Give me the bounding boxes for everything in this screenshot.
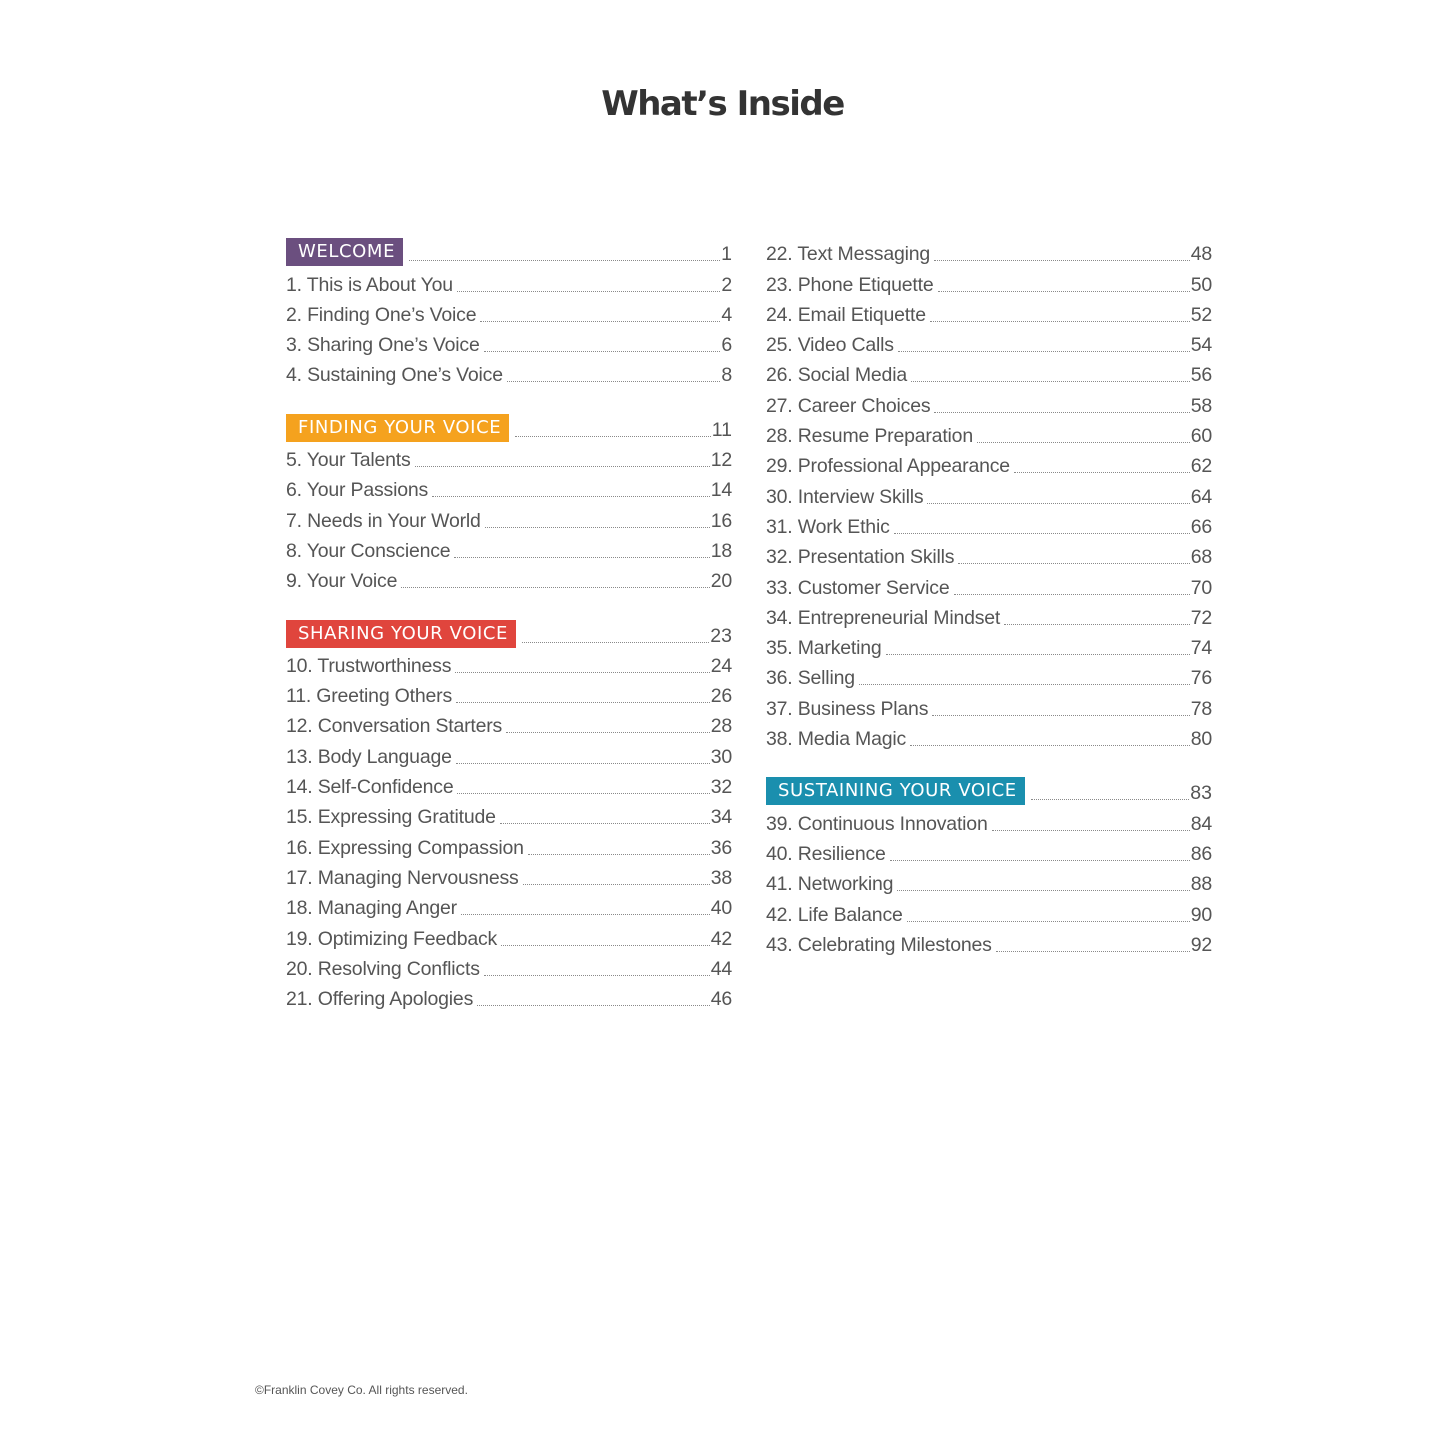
toc-entry[interactable] <box>286 533 732 563</box>
entry-label: 43. Celebrating Milestones <box>766 933 992 956</box>
toc-entry[interactable] <box>286 563 732 593</box>
dot-leader <box>401 587 709 588</box>
section-badge: FINDING YOUR VOICE <box>286 414 509 442</box>
toc-entry[interactable] <box>766 327 1212 357</box>
dot-leader <box>455 672 709 673</box>
page-number: 74 <box>1190 637 1212 660</box>
dot-leader <box>911 381 1190 382</box>
entry-label: 13. Body Language <box>286 745 452 768</box>
toc-entry[interactable] <box>286 678 732 708</box>
toc-entry[interactable] <box>766 266 1212 296</box>
page-number: 66 <box>1190 515 1212 538</box>
dot-leader <box>1014 472 1190 473</box>
toc-entry[interactable] <box>766 418 1212 448</box>
page-title: What’s Inside <box>601 84 844 124</box>
page-number: 52 <box>1190 303 1212 326</box>
dot-leader <box>977 442 1190 443</box>
dot-leader <box>523 884 710 885</box>
toc-entry[interactable] <box>766 927 1212 957</box>
page-number: 58 <box>1190 394 1212 417</box>
section-gap <box>766 751 1212 775</box>
toc-column-right <box>766 236 1212 957</box>
entry-label: 27. Career Choices <box>766 394 931 417</box>
page-number: 80 <box>1190 728 1212 751</box>
page-number: 48 <box>1190 243 1212 266</box>
page-number: 20 <box>710 570 732 593</box>
entry-label: 28. Resume Preparation <box>766 425 973 448</box>
entry-label: 32. Presentation Skills <box>766 546 955 569</box>
toc-entry[interactable] <box>766 539 1212 569</box>
dot-leader <box>522 642 709 643</box>
page-number: 26 <box>710 685 732 708</box>
page-number: 30 <box>710 745 732 768</box>
toc-entry[interactable] <box>766 866 1212 896</box>
page-number: 72 <box>1190 606 1212 629</box>
page-number: 42 <box>710 927 732 950</box>
entry-label: 23. Phone Etiquette <box>766 273 934 296</box>
dot-leader <box>894 533 1190 534</box>
entry-label: 10. Trustworthiness <box>286 654 452 677</box>
dot-leader <box>515 436 711 437</box>
entry-label: 29. Professional Appearance <box>766 455 1010 478</box>
toc-entry[interactable] <box>766 721 1212 751</box>
page-number: 40 <box>710 897 732 920</box>
page-number: 64 <box>1190 485 1212 508</box>
page-number: 44 <box>710 957 732 980</box>
entry-label: 1. This is About You <box>286 273 453 296</box>
section-badge: SUSTAINING YOUR VOICE <box>766 777 1025 805</box>
page-number: 76 <box>1190 667 1212 690</box>
section-heading-row[interactable] <box>766 775 1212 805</box>
entry-label: 30. Interview Skills <box>766 485 924 508</box>
toc-entry[interactable] <box>286 442 732 472</box>
dot-leader <box>886 654 1190 655</box>
dot-leader <box>477 1005 710 1006</box>
page-number: 18 <box>710 539 732 562</box>
entry-label: 12. Conversation Starters <box>286 715 503 738</box>
page-number: 88 <box>1190 873 1212 896</box>
page-number: 11 <box>711 418 732 441</box>
toc-entry[interactable] <box>286 472 732 502</box>
page-number: 28 <box>710 715 732 738</box>
page-number: 90 <box>1190 903 1212 926</box>
page-number: 38 <box>710 866 732 889</box>
entry-label: 3. Sharing One’s Voice <box>286 334 480 357</box>
toc-section <box>286 617 732 1011</box>
dot-leader <box>507 381 720 382</box>
dot-leader <box>457 291 720 292</box>
section-gap <box>286 387 732 411</box>
entry-label: 11. Greeting Others <box>286 685 453 708</box>
dot-leader <box>938 291 1190 292</box>
toc-entry[interactable] <box>286 860 732 890</box>
section-badge: WELCOME <box>286 238 403 266</box>
dot-leader <box>859 684 1190 685</box>
entry-label: 19. Optimizing Feedback <box>286 927 498 950</box>
dot-leader <box>954 594 1190 595</box>
page-number: 62 <box>1190 455 1212 478</box>
entry-label: 9. Your Voice <box>286 570 398 593</box>
dot-leader <box>897 890 1189 891</box>
page-number: 70 <box>1190 576 1212 599</box>
toc-entry[interactable] <box>286 769 732 799</box>
section-heading-row[interactable] <box>286 236 732 266</box>
toc-entry[interactable] <box>766 805 1212 835</box>
toc-entry[interactable] <box>286 357 732 387</box>
page-number: 4 <box>721 303 732 326</box>
dot-leader <box>409 260 720 261</box>
entry-label: 8. Your Conscience <box>286 539 451 562</box>
dot-leader <box>932 715 1189 716</box>
dot-leader <box>1031 799 1190 800</box>
dot-leader <box>528 854 710 855</box>
entry-label: 33. Customer Service <box>766 576 950 599</box>
dot-leader <box>934 260 1190 261</box>
entry-label: 17. Managing Nervousness <box>286 866 519 889</box>
entry-label: 2. Finding One’s Voice <box>286 303 477 326</box>
page-number: 84 <box>1190 812 1212 835</box>
toc-entry[interactable] <box>286 648 732 678</box>
entry-label: 22. Text Messaging <box>766 243 931 266</box>
dot-leader <box>501 945 710 946</box>
entry-label: 34. Entrepreneurial Mindset <box>766 606 1001 629</box>
entry-label: 37. Business Plans <box>766 697 929 720</box>
page-number: 86 <box>1190 842 1212 865</box>
dot-leader <box>415 466 710 467</box>
toc-entry[interactable] <box>766 630 1212 660</box>
dot-leader <box>456 702 710 703</box>
entry-label: 40. Resilience <box>766 842 886 865</box>
page-number: 34 <box>710 806 732 829</box>
section-badge: SHARING YOUR VOICE <box>286 620 516 648</box>
dot-leader <box>898 351 1190 352</box>
toc-entry[interactable] <box>286 890 732 920</box>
toc-entry[interactable] <box>766 836 1212 866</box>
entry-label: 39. Continuous Innovation <box>766 812 988 835</box>
toc-entry[interactable] <box>286 266 732 296</box>
page-number: 60 <box>1190 425 1212 448</box>
toc-entry[interactable] <box>766 660 1212 690</box>
entry-label: 41. Networking <box>766 873 894 896</box>
entry-label: 35. Marketing <box>766 637 882 660</box>
entry-label: 31. Work Ethic <box>766 515 890 538</box>
page-number: 23 <box>710 624 732 647</box>
entry-label: 5. Your Talents <box>286 449 411 472</box>
dot-leader <box>484 975 710 976</box>
toc-entry[interactable] <box>286 920 732 950</box>
dot-leader <box>910 745 1190 746</box>
toc-section <box>286 411 732 593</box>
dot-leader <box>958 563 1189 564</box>
toc-entry[interactable] <box>766 297 1212 327</box>
dot-leader <box>930 321 1190 322</box>
toc-entry[interactable] <box>286 738 732 768</box>
toc-entry[interactable] <box>286 708 732 738</box>
dot-leader <box>454 557 709 558</box>
dot-leader <box>506 732 710 733</box>
page-number: 2 <box>721 273 732 296</box>
page-number: 92 <box>1190 933 1212 956</box>
entry-label: 21. Offering Apologies <box>286 988 474 1011</box>
toc-entry[interactable] <box>766 357 1212 387</box>
toc-entry[interactable] <box>766 600 1212 630</box>
page-number: 12 <box>710 449 732 472</box>
page-number: 24 <box>710 654 732 677</box>
dot-leader <box>927 503 1189 504</box>
toc-entry[interactable] <box>286 981 732 1011</box>
toc-entry[interactable] <box>766 236 1212 266</box>
toc-entry[interactable] <box>766 387 1212 417</box>
section-gap <box>286 593 732 617</box>
entry-label: 36. Selling <box>766 667 855 690</box>
entry-label: 4. Sustaining One’s Voice <box>286 364 503 387</box>
dot-leader <box>500 823 710 824</box>
toc-entry[interactable] <box>286 297 732 327</box>
page-number: 1 <box>721 243 732 266</box>
page-number: 6 <box>721 334 732 357</box>
toc-section <box>286 236 732 387</box>
dot-leader <box>934 412 1189 413</box>
toc-entry[interactable] <box>286 829 732 859</box>
page-number: 8 <box>721 364 732 387</box>
page-number: 83 <box>1190 782 1212 805</box>
entry-label: 6. Your Passions <box>286 479 429 502</box>
copyright-footer: ©Franklin Covey Co. All rights reserved. <box>255 1383 468 1397</box>
entry-label: 7. Needs in Your World <box>286 509 481 532</box>
dot-leader <box>907 921 1190 922</box>
dot-leader <box>461 914 710 915</box>
dot-leader <box>996 951 1190 952</box>
dot-leader <box>485 527 710 528</box>
entry-label: 20. Resolving Conflicts <box>286 957 480 980</box>
dot-leader <box>992 830 1190 831</box>
toc-entry[interactable] <box>286 799 732 829</box>
toc-column-left <box>286 236 732 1011</box>
toc-entry[interactable] <box>766 478 1212 508</box>
dot-leader <box>890 860 1190 861</box>
toc-entry[interactable] <box>286 951 732 981</box>
toc-entry[interactable] <box>766 896 1212 926</box>
entry-label: 15. Expressing Gratitude <box>286 806 496 829</box>
dot-leader <box>484 351 721 352</box>
section-heading-row[interactable] <box>286 411 732 441</box>
page-number: 54 <box>1190 334 1212 357</box>
dot-leader <box>457 793 709 794</box>
entry-label: 18. Managing Anger <box>286 897 457 920</box>
page-number: 56 <box>1190 364 1212 387</box>
entry-label: 16. Expressing Compassion <box>286 836 524 859</box>
toc-entry[interactable] <box>286 327 732 357</box>
entry-label: 24. Email Etiquette <box>766 303 926 326</box>
entry-label: 26. Social Media <box>766 364 907 387</box>
dot-leader <box>480 321 720 322</box>
toc-entry[interactable] <box>766 569 1212 599</box>
entry-label: 14. Self-Confidence <box>286 776 454 799</box>
entry-label: 42. Life Balance <box>766 903 903 926</box>
page-number: 14 <box>710 479 732 502</box>
dot-leader <box>456 763 710 764</box>
toc-section <box>766 236 1212 751</box>
page-number: 78 <box>1190 697 1212 720</box>
dot-leader <box>432 496 710 497</box>
page-number: 36 <box>710 836 732 859</box>
section-heading-row[interactable] <box>286 617 732 647</box>
toc-section <box>766 775 1212 957</box>
entry-label: 25. Video Calls <box>766 334 894 357</box>
toc-entry[interactable] <box>766 690 1212 720</box>
page-number: 32 <box>710 776 732 799</box>
toc-entry[interactable] <box>286 502 732 532</box>
page-number: 46 <box>710 988 732 1011</box>
dot-leader <box>1004 624 1190 625</box>
toc-entry[interactable] <box>766 509 1212 539</box>
entry-label: 38. Media Magic <box>766 728 907 751</box>
toc-entry[interactable] <box>766 448 1212 478</box>
page-number: 50 <box>1190 273 1212 296</box>
page-number: 16 <box>710 509 732 532</box>
page-number: 68 <box>1190 546 1212 569</box>
